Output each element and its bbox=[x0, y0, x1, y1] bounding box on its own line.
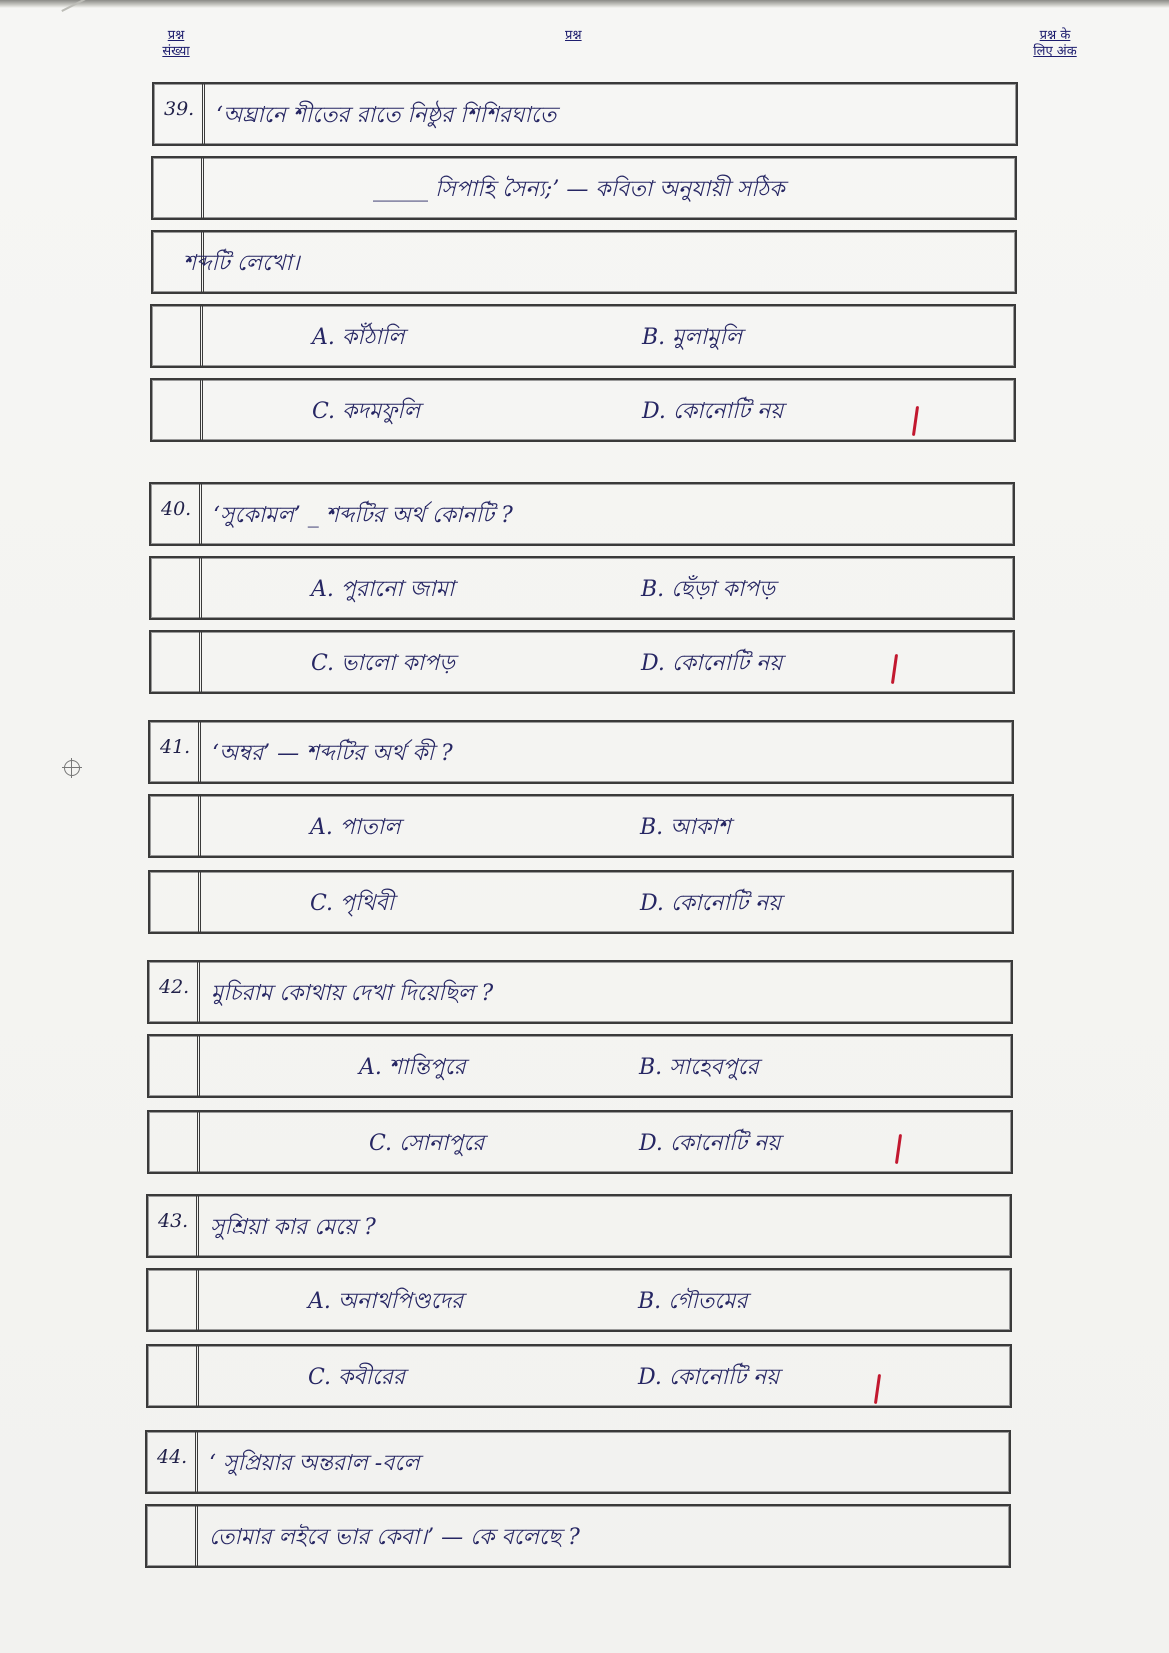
number-cell bbox=[153, 158, 204, 218]
answer-row bbox=[146, 1268, 1012, 1332]
question-number: 40. bbox=[161, 498, 192, 520]
option-a: A. পাতাল bbox=[310, 815, 401, 840]
answer-row bbox=[149, 482, 1015, 546]
option-c: C. কবীরের bbox=[308, 1365, 406, 1390]
number-cell bbox=[148, 1270, 199, 1330]
row-text: শব্দটি লেখো। bbox=[183, 251, 300, 276]
number-cell bbox=[151, 558, 202, 618]
answer-row bbox=[150, 378, 1016, 442]
option-d: D. কোনোটি নয় bbox=[642, 399, 784, 424]
answer-row bbox=[147, 1110, 1013, 1174]
number-cell bbox=[154, 84, 205, 144]
option-c: C. ভালো কাপড় bbox=[311, 651, 455, 676]
number-cell bbox=[152, 306, 203, 366]
option-d: D. কোনোটি নয় bbox=[638, 1365, 780, 1390]
answer-row bbox=[150, 304, 1016, 368]
number-cell bbox=[147, 1432, 198, 1492]
option-b: B. ছেঁড়া কাপড় bbox=[641, 577, 775, 602]
scan-top-edge bbox=[0, 0, 1169, 8]
red-tick-mark bbox=[874, 1374, 881, 1404]
question-number: 44. bbox=[157, 1446, 188, 1468]
number-cell bbox=[149, 1036, 200, 1096]
option-a: A. অনাথপিণ্ডদের bbox=[308, 1289, 464, 1314]
answer-row bbox=[146, 1344, 1012, 1408]
answer-row bbox=[152, 82, 1018, 146]
answer-row bbox=[151, 230, 1017, 294]
option-d: D. কোনোটি নয় bbox=[640, 891, 782, 916]
answer-row bbox=[145, 1430, 1011, 1494]
number-cell bbox=[150, 872, 201, 932]
answer-row bbox=[147, 1034, 1013, 1098]
row-text: ‘অম্বর’ — শব্দটির অর্থ কী ? bbox=[212, 741, 453, 766]
red-tick-mark bbox=[891, 654, 898, 684]
crosshair-mark bbox=[64, 760, 80, 776]
row-text: _____ সিপাহি সৈন্য;’ — কবিতা অনুযায়ী সঠিক bbox=[373, 177, 785, 202]
question-header: प्रश्न bbox=[565, 28, 582, 43]
option-b: B. আকাশ bbox=[640, 815, 731, 840]
question-number: 41. bbox=[160, 736, 191, 758]
option-b: B. গৌতমের bbox=[638, 1289, 748, 1314]
red-tick-mark bbox=[912, 406, 919, 436]
number-cell bbox=[149, 962, 200, 1022]
option-a: A. পুরানো জামা bbox=[311, 577, 455, 602]
option-c: C. সোনাপুরে bbox=[369, 1131, 485, 1156]
answer-row bbox=[148, 870, 1014, 934]
option-a: A. কাঁঠালি bbox=[312, 325, 405, 350]
answer-row bbox=[148, 794, 1014, 858]
option-c: C. পৃথিবী bbox=[310, 891, 395, 916]
option-d: D. কোনোটি নয় bbox=[641, 651, 783, 676]
number-cell bbox=[152, 380, 203, 440]
row-text: মুচিরাম কোথায় দেখা দিয়েছিল ? bbox=[211, 981, 494, 1006]
question-number: 42. bbox=[159, 976, 190, 998]
number-cell bbox=[150, 722, 201, 782]
question-number-header: प्रश्न संख्या bbox=[162, 28, 190, 60]
number-cell bbox=[148, 1346, 199, 1406]
red-tick-mark bbox=[895, 1134, 902, 1164]
question-number: 39. bbox=[164, 98, 195, 120]
answer-row bbox=[149, 556, 1015, 620]
answer-row bbox=[149, 630, 1015, 694]
answer-row bbox=[147, 960, 1013, 1024]
row-text: সুশ্রিয়া কার মেয়ে ? bbox=[210, 1215, 376, 1240]
row-text: ‘ সুপ্রিয়ার অন্তরাল -বলে bbox=[209, 1451, 420, 1476]
number-cell bbox=[149, 1112, 200, 1172]
option-d: D. কোনোটি নয় bbox=[639, 1131, 781, 1156]
question-number: 43. bbox=[158, 1210, 189, 1232]
row-text: তোমার লইবে ভার কেবা।’ — কে বলেছে ? bbox=[209, 1525, 580, 1550]
answer-row bbox=[151, 156, 1017, 220]
number-cell bbox=[151, 632, 202, 692]
number-cell bbox=[150, 796, 201, 856]
marks-header: प्रश्न के लिए अंक bbox=[1033, 28, 1077, 60]
row-text: ‘অঘ্রানে শীতের রাতে নিষ্ঠুর শিশিরঘাতে bbox=[216, 103, 557, 128]
row-text: ‘সুকোমল’ _ শব্দটির অর্থ কোনটি ? bbox=[213, 503, 513, 528]
number-cell bbox=[148, 1196, 199, 1256]
number-cell bbox=[147, 1506, 198, 1566]
option-b: B. মুলামুলি bbox=[642, 325, 743, 350]
answer-row bbox=[146, 1194, 1012, 1258]
option-b: B. সাহেবপুরে bbox=[639, 1055, 759, 1080]
option-c: C. কদমফুলি bbox=[312, 399, 420, 424]
option-a: A. শান্তিপুরে bbox=[359, 1055, 466, 1080]
answer-row bbox=[145, 1504, 1011, 1568]
answer-row bbox=[148, 720, 1014, 784]
number-cell bbox=[151, 484, 202, 544]
